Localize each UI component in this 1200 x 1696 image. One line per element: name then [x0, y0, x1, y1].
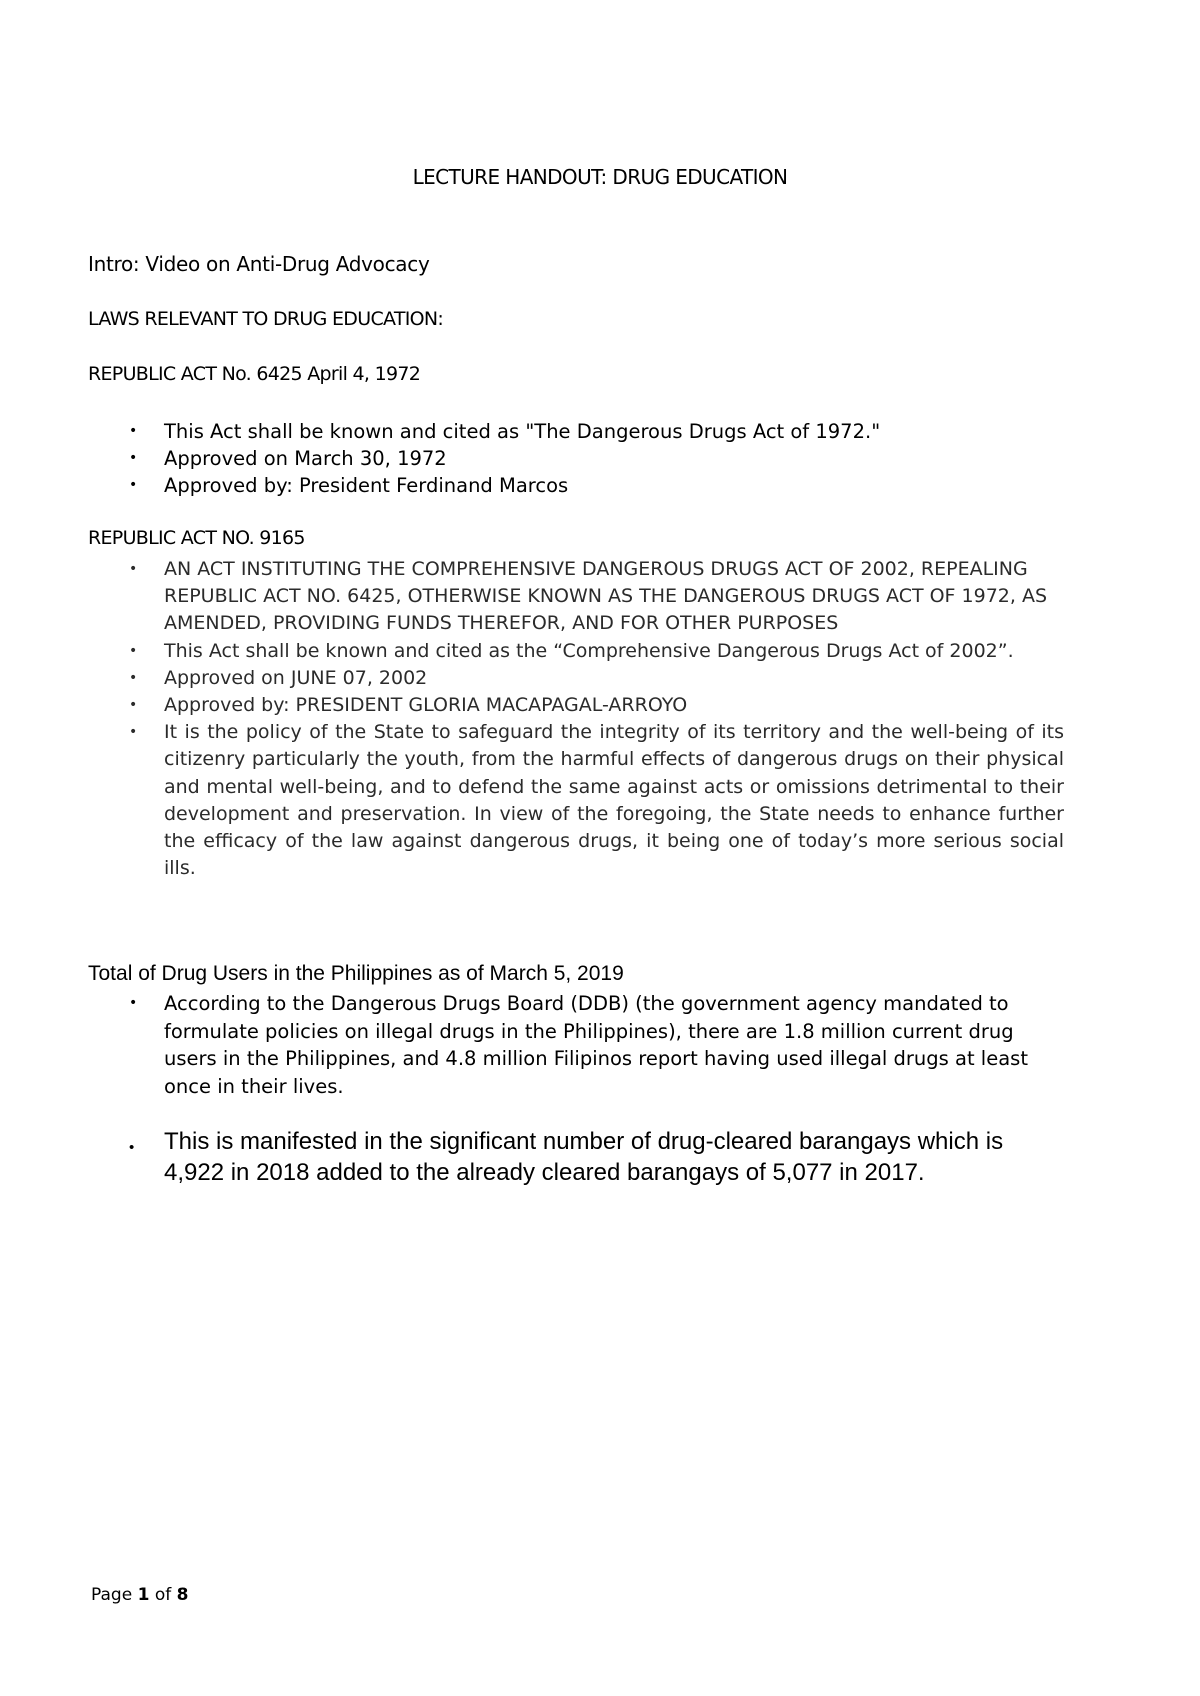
ra6425-list	[129, 418, 964, 499]
intro-line: Intro: Video on Anti-Drug Advocacy	[88, 252, 430, 276]
bullet-icon: •	[129, 561, 138, 577]
drug-cleared-list	[129, 1126, 1064, 1188]
bullet-icon: •	[129, 697, 138, 714]
list-item-text: AN ACT INSTITUTING THE COMPREHENSIVE DANGEROUS DRUGS ACT OF 2002, REPEALING REPUBLIC ACT NO. 6425, OTHERWISE KNOWN AS THE DANGEROUS DRUGS ACT OF 1972, AS AMENDED, PROVIDING FUNDS THEREFOR, AND FOR OTHER PURPOSES	[164, 558, 1048, 635]
ra9165-heading: REPUBLIC ACT NO. 9165	[88, 527, 305, 549]
page-word: Page	[91, 1585, 133, 1605]
page-total: 8	[176, 1585, 189, 1605]
list-item	[129, 472, 964, 499]
bullet-icon: •	[129, 450, 138, 466]
drug-users-list	[129, 990, 1044, 1100]
list-item	[129, 418, 964, 445]
list-item	[129, 719, 1064, 882]
laws-heading: LAWS RELEVANT TO DRUG EDUCATION:	[88, 308, 444, 330]
list-item	[129, 556, 1064, 638]
page-number-footer	[91, 1585, 188, 1605]
of-word: of	[154, 1585, 172, 1605]
list-item-text: It is the policy of the State to safeguard the integrity of its territory and the well-being of its citizenry particularly the youth, from the harmful effects of dangerous drugs on their physical and mental well-being, and to defend the same against acts or omissions detrimental to their development and preservation. In view of the foregoing, the State needs to enhance further the efficacy of the law against dangerous drugs, it being one of today’s more serious social ills.	[164, 721, 1064, 880]
list-item-text: This is manifested in the significant number of drug-cleared barangays which is 4,922 in 2018 added to the already cleared barangays of 5,077 in 2017.	[164, 1128, 1004, 1186]
list-item-text: According to the Dangerous Drugs Board (DDB) (the government agency mandated to formulate policies on illegal drugs in the Philippines), there are 1.8 million current drug users in the Philippines, and 4.8 million Filipinos report having used illegal drugs at least once in their lives.	[164, 992, 1028, 1098]
list-item	[129, 692, 1064, 719]
list-item-text: This Act shall be known and cited as "The Dangerous Drugs Act of 1972."	[164, 420, 881, 443]
ra6425-heading: REPUBLIC ACT No. 6425 April 4, 1972	[88, 363, 421, 385]
list-item	[129, 445, 964, 472]
list-item	[129, 665, 1064, 692]
list-item-text: This Act shall be known and cited as the “Comprehensive Dangerous Drugs Act of 2002”.	[164, 639, 1014, 662]
bullet-icon: •	[129, 995, 138, 1011]
list-item-text: Approved by: PRESIDENT GLORIA MACAPAGAL-ARROYO	[164, 694, 688, 717]
list-item	[129, 1126, 1064, 1188]
page-current: 1	[137, 1585, 150, 1605]
ra9165-list	[129, 556, 1064, 882]
list-item-text: Approved on JUNE 07, 2002	[164, 666, 428, 689]
bullet-icon: •	[129, 642, 138, 659]
bullet-icon: •	[129, 1139, 135, 1156]
list-item-text: Approved on March 30, 1972	[164, 447, 447, 470]
drug-users-heading: Total of Drug Users in the Philippines as of March 5, 2019	[88, 962, 624, 985]
bullet-icon: •	[129, 724, 138, 741]
document-title: LECTURE HANDOUT: DRUG EDUCATION	[412, 165, 788, 189]
bullet-icon: •	[129, 669, 138, 686]
bullet-icon: •	[129, 423, 138, 439]
list-item	[129, 638, 1064, 665]
list-item	[129, 990, 1044, 1100]
bullet-icon: •	[129, 477, 138, 493]
list-item-text: Approved by: President Ferdinand Marcos	[164, 474, 569, 497]
